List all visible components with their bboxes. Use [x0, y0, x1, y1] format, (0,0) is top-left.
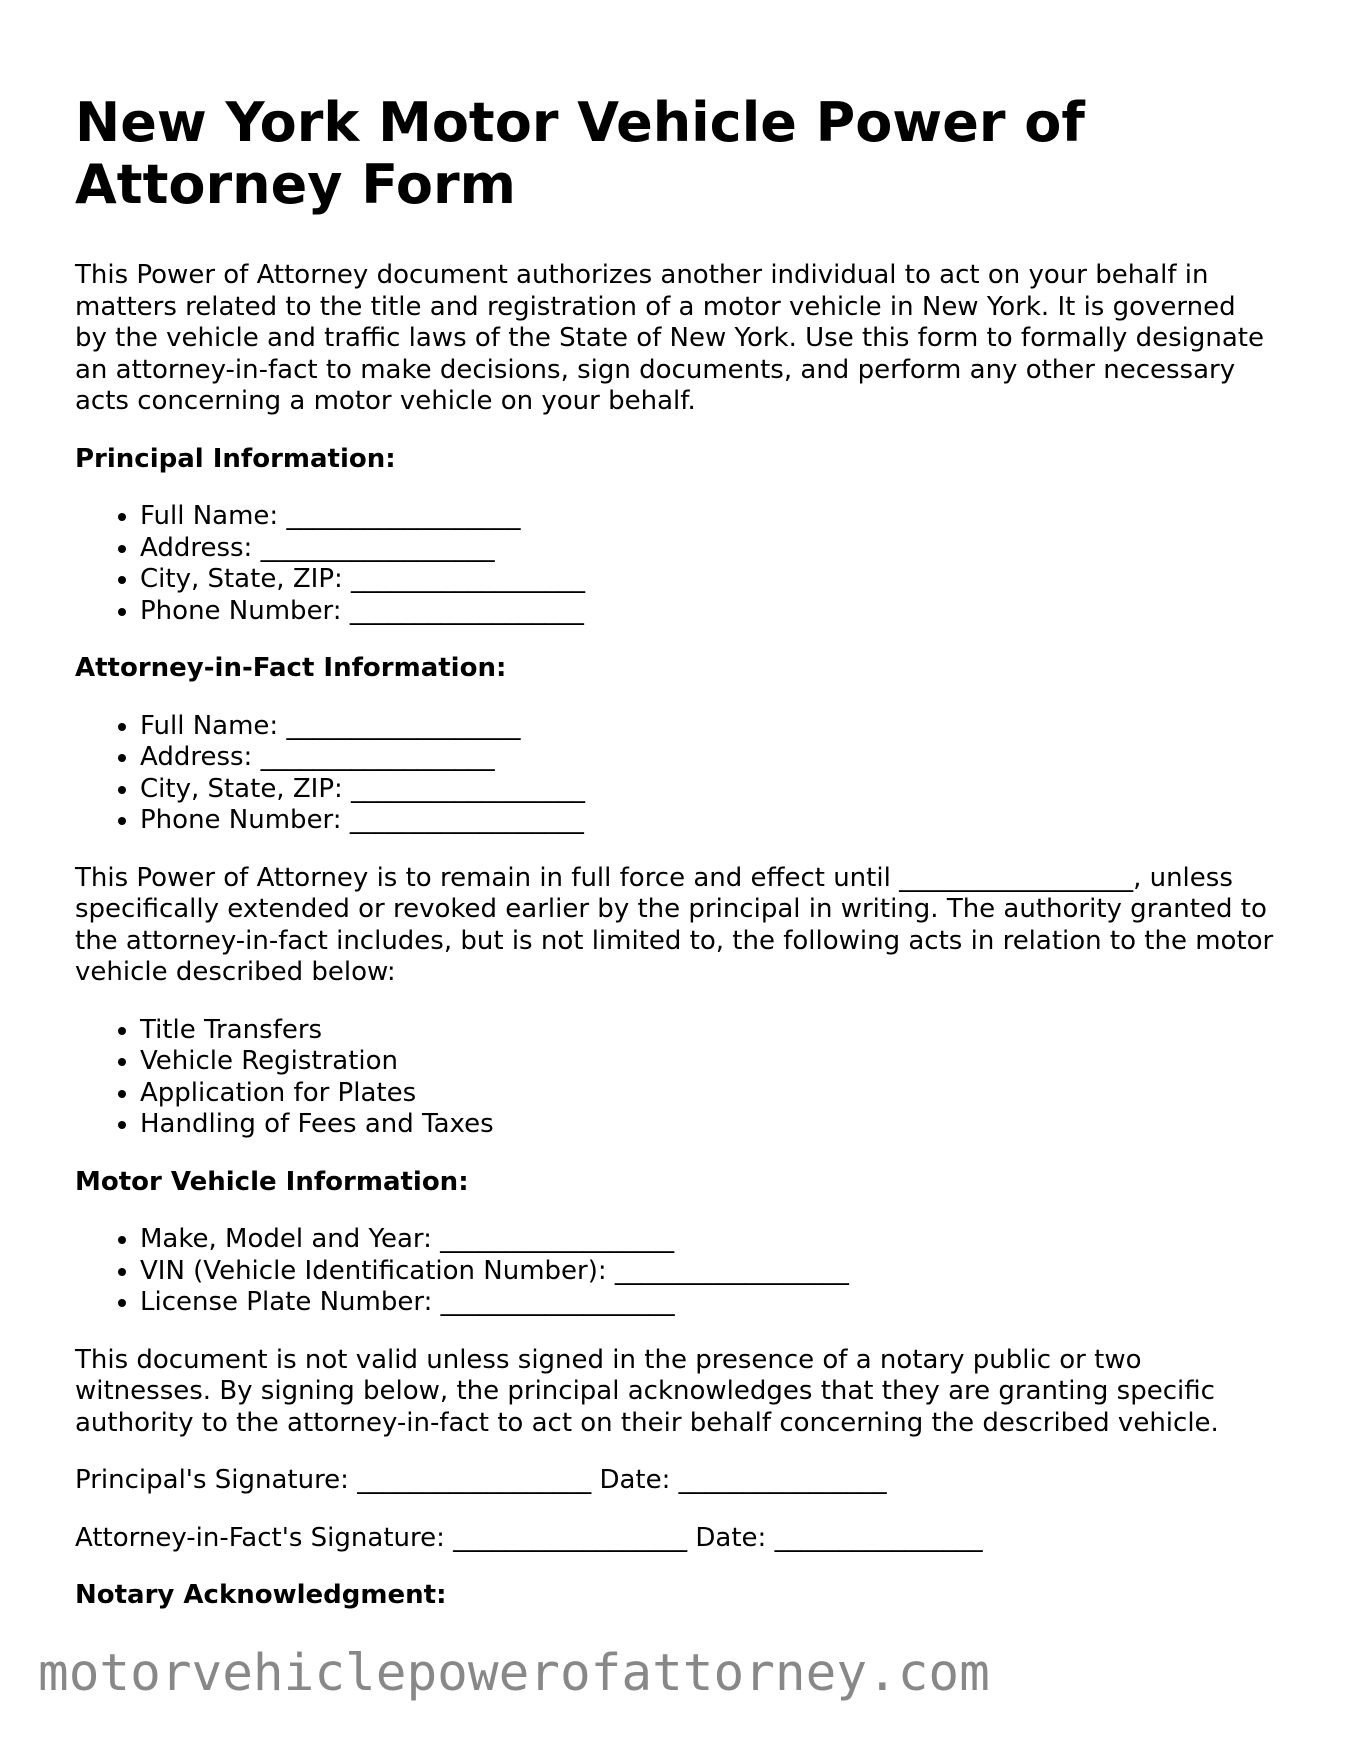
- principal-phone-field: • Phone Number: __________________: [140, 596, 1275, 628]
- page-title: New York Motor Vehicle Power of Attorney Form: [75, 91, 1085, 216]
- watermark: motorvehiclepowerofattorney.com: [38, 1644, 990, 1703]
- attorney-city-state-zip-field: • City, State, ZIP: __________________: [140, 774, 1275, 806]
- notary-heading: Notary Acknowledgment:: [75, 1580, 447, 1610]
- principal-full-name-field: • Full Name: __________________: [140, 501, 1275, 533]
- principal-heading: Principal Information:: [75, 443, 396, 474]
- attorney-full-name-field: • Full Name: __________________: [140, 711, 1275, 743]
- vehicle-license-plate-field: • License Plate Number: __________________: [140, 1287, 1275, 1319]
- principal-signature-line: Principal's Signature: __________________ Date: ________________: [75, 1465, 887, 1495]
- attorney-heading: Attorney-in-Fact Information:: [75, 653, 507, 683]
- vehicle-make-model-year-field: • Make, Model and Year: __________________: [140, 1224, 1275, 1256]
- document-page: [75, 92, 1275, 1638]
- attorney-signature-line: Attorney-in-Fact's Signature: __________________ Date: ________________: [75, 1522, 983, 1553]
- intro-paragraph: This Power of Attorney document authorizes another individual to act on your behalf in matters related to the title and registration of a motor vehicle in New York. It is governed by the vehicle and traffic laws of the State of New York. Use this form to formally designate an attorney-in-fact to make decisions, sign documents, and perform any other necessary acts concerning a motor vehicle on your behalf.: [75, 260, 1264, 416]
- attorney-phone-field: • Phone Number: __________________: [140, 805, 1275, 837]
- act-item-title-transfers: • Title Transfers: [140, 1015, 1275, 1047]
- attorney-fields-list: [75, 711, 1275, 837]
- act-item-fees-and-taxes: • Handling of Fees and Taxes: [140, 1109, 1275, 1141]
- principal-city-state-zip-field: • City, State, ZIP: __________________: [140, 564, 1275, 596]
- term-paragraph: This Power of Attorney is to remain in full force and effect until __________________, unless specifically extended or revoked earlier by the principal in writing. The authority granted to the attorney-in-fact includes, but is not limited to, the following acts in relation to the motor vehicle described below:: [75, 862, 1274, 987]
- vehicle-fields-list: [75, 1224, 1275, 1319]
- attorney-address-field: • Address: __________________: [140, 742, 1275, 774]
- principal-address-field: • Address: __________________: [140, 533, 1275, 565]
- act-item-vehicle-registration: • Vehicle Registration: [140, 1046, 1275, 1078]
- vehicle-vin-field: • VIN (Vehicle Identification Number): __________________: [140, 1256, 1275, 1288]
- vehicle-heading: Motor Vehicle Information:: [75, 1166, 469, 1197]
- validity-paragraph: This document is not valid unless signed in the presence of a notary public or two witnesses. By signing below, the principal acknowledges that they are granting specific authority to the attorney-in-fact to act on their behalf concerning the described vehicle.: [75, 1344, 1219, 1438]
- acts-list: [75, 1015, 1275, 1141]
- principal-fields-list: [75, 501, 1275, 627]
- act-item-application-for-plates: • Application for Plates: [140, 1078, 1275, 1110]
